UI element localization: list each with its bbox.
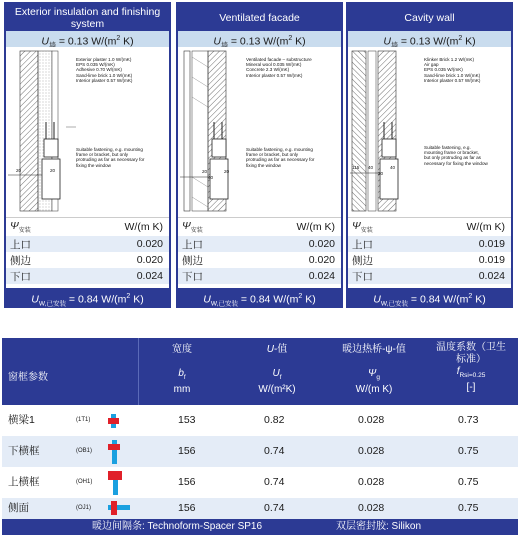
col-temperature-factor-header: 温度系数（卫生 标准） $f_{Rsi=0.25}$ [-] <box>436 342 506 393</box>
table-row: 下横框 (OB1) 156 0.74 0.028 0.75 <box>2 436 518 467</box>
psi-row-top: 上口 0.020 <box>178 236 341 252</box>
u-installed-value: $U_{W,已安装} = 0.84$ $W/(m^2$ K) <box>178 288 341 306</box>
fastening-note: Suitable fastening, e.g. mounting frame or bracket, but only protruding as far as necessary for fixing the window <box>246 147 315 168</box>
fastening-note: Suitable fastening, e.g. mounting frame or bracket, but only protruding as far as necessary for fixing the window <box>424 145 488 166</box>
profile-icon <box>108 471 124 498</box>
section-drawing <box>178 47 341 218</box>
dimension-label: 20 <box>16 168 22 173</box>
section-drawing <box>6 47 169 218</box>
panel-title: Exterior insulation and finishing system <box>6 4 169 31</box>
col-u-value-header: U-值 $U_f$ W/(m²K) <box>258 344 296 395</box>
dimension-label: 40 <box>368 165 374 170</box>
dimension-label: 20 <box>224 169 230 174</box>
dimension-label: 115 <box>352 165 360 170</box>
psi-row-bottom: 下口 0.024 <box>6 268 169 284</box>
panel-title: Cavity wall <box>348 4 511 31</box>
psi-row-side: 侧边 0.019 <box>352 254 505 267</box>
psi-header: $\Psi_{安装}$ W/(m K) <box>182 219 335 235</box>
profile-icon <box>108 414 118 428</box>
dimension-label: 20 <box>378 171 384 176</box>
psi-row-bottom: 下口 0.024 <box>178 268 341 284</box>
row-header-label: 窗框参数 <box>8 372 48 383</box>
u-wall-value: U = 0.13 $W/(m^2$ K) <box>178 31 341 47</box>
psi-row-side: 侧边 0.020 <box>182 254 335 267</box>
dimension-label: 20 <box>202 169 208 174</box>
u-installed-value: $U_{W,已安装} = 0.84$ $W/(m^2$ K) <box>6 288 169 306</box>
dimension-label: 40 <box>208 175 214 180</box>
psi-row-top: 上口 0.020 <box>6 236 169 252</box>
profile-icon <box>108 501 130 518</box>
psi-row-bottom: 下口 0.024 <box>348 268 511 284</box>
panel-cavity-wall <box>346 2 513 308</box>
fastening-note: Suitable fastening, e.g. mounting frame or bracket, but only protruding as far as necessary for fixing the window <box>76 147 145 168</box>
table-footer: 暖边间隔条: Technoform-Spacer SP16 双层密封胶: Silikon <box>2 519 518 535</box>
profile-icon <box>108 440 122 467</box>
col-psi-header: 暖边热桥-ψ-值 $\Psi_g$ W/(m K) <box>342 344 406 395</box>
material-annotation: Klinker Brick 1.2 W/(mK) Air gap EPS 0.035 W/(mK) Sand-lime brick 1.0 W/(mK) Interior plaster 0.57 W/(mK) <box>424 57 481 83</box>
psi-row-top: 上口 0.019 <box>348 236 511 252</box>
section-drawing <box>348 47 511 218</box>
u-wall-value: U = 0.13 $W/(m^2$ K) <box>6 31 169 47</box>
table-row: 上横框 (OH1) 156 0.74 0.028 0.75 <box>2 467 518 498</box>
material-annotation: Ventilated facade – substructure Mineral wool 0.035 W/(mK) Concrete 2.3 W/(mK) Interior plaster 0.57 W/(mK) <box>246 57 312 78</box>
frame-parameter-table <box>2 338 518 538</box>
panel-title: Ventilated facade <box>178 4 341 31</box>
u-installed-value: $U_{W,已安装} = 0.84$ $W/(m^2$ K) <box>348 288 511 306</box>
table-row: 横梁1 (1T1) 153 0.82 0.028 0.73 <box>8 414 479 426</box>
col-width-header: 宽度 $b_f$ mm <box>172 344 192 395</box>
material-annotation: Exterior plaster 1.0 W/(mK) EPS 0.035 W/(mK) Adhesive 0.70 W/(mK) Sand-lime brick 1.0 W/(mK) Interior plaster 0.57 W/(mK) <box>76 57 133 83</box>
panel-ventilated-facade <box>176 2 343 308</box>
psi-row-side: 侧边 0.020 <box>10 254 163 267</box>
dimension-label: 20 <box>50 168 56 173</box>
u-wall-value: U = 0.13 $W/(m^2$ K) <box>348 31 511 47</box>
table-row: 侧面 (OJ1) 156 0.74 0.028 0.75 <box>2 498 518 519</box>
psi-header: $\Psi_{安装}$ W/(m K) <box>352 219 505 235</box>
panel-eifs <box>4 2 171 308</box>
dimension-label: 40 <box>390 165 396 170</box>
table-header <box>2 338 518 405</box>
psi-header: $\Psi_{安装}$ W/(m K) <box>10 219 163 235</box>
